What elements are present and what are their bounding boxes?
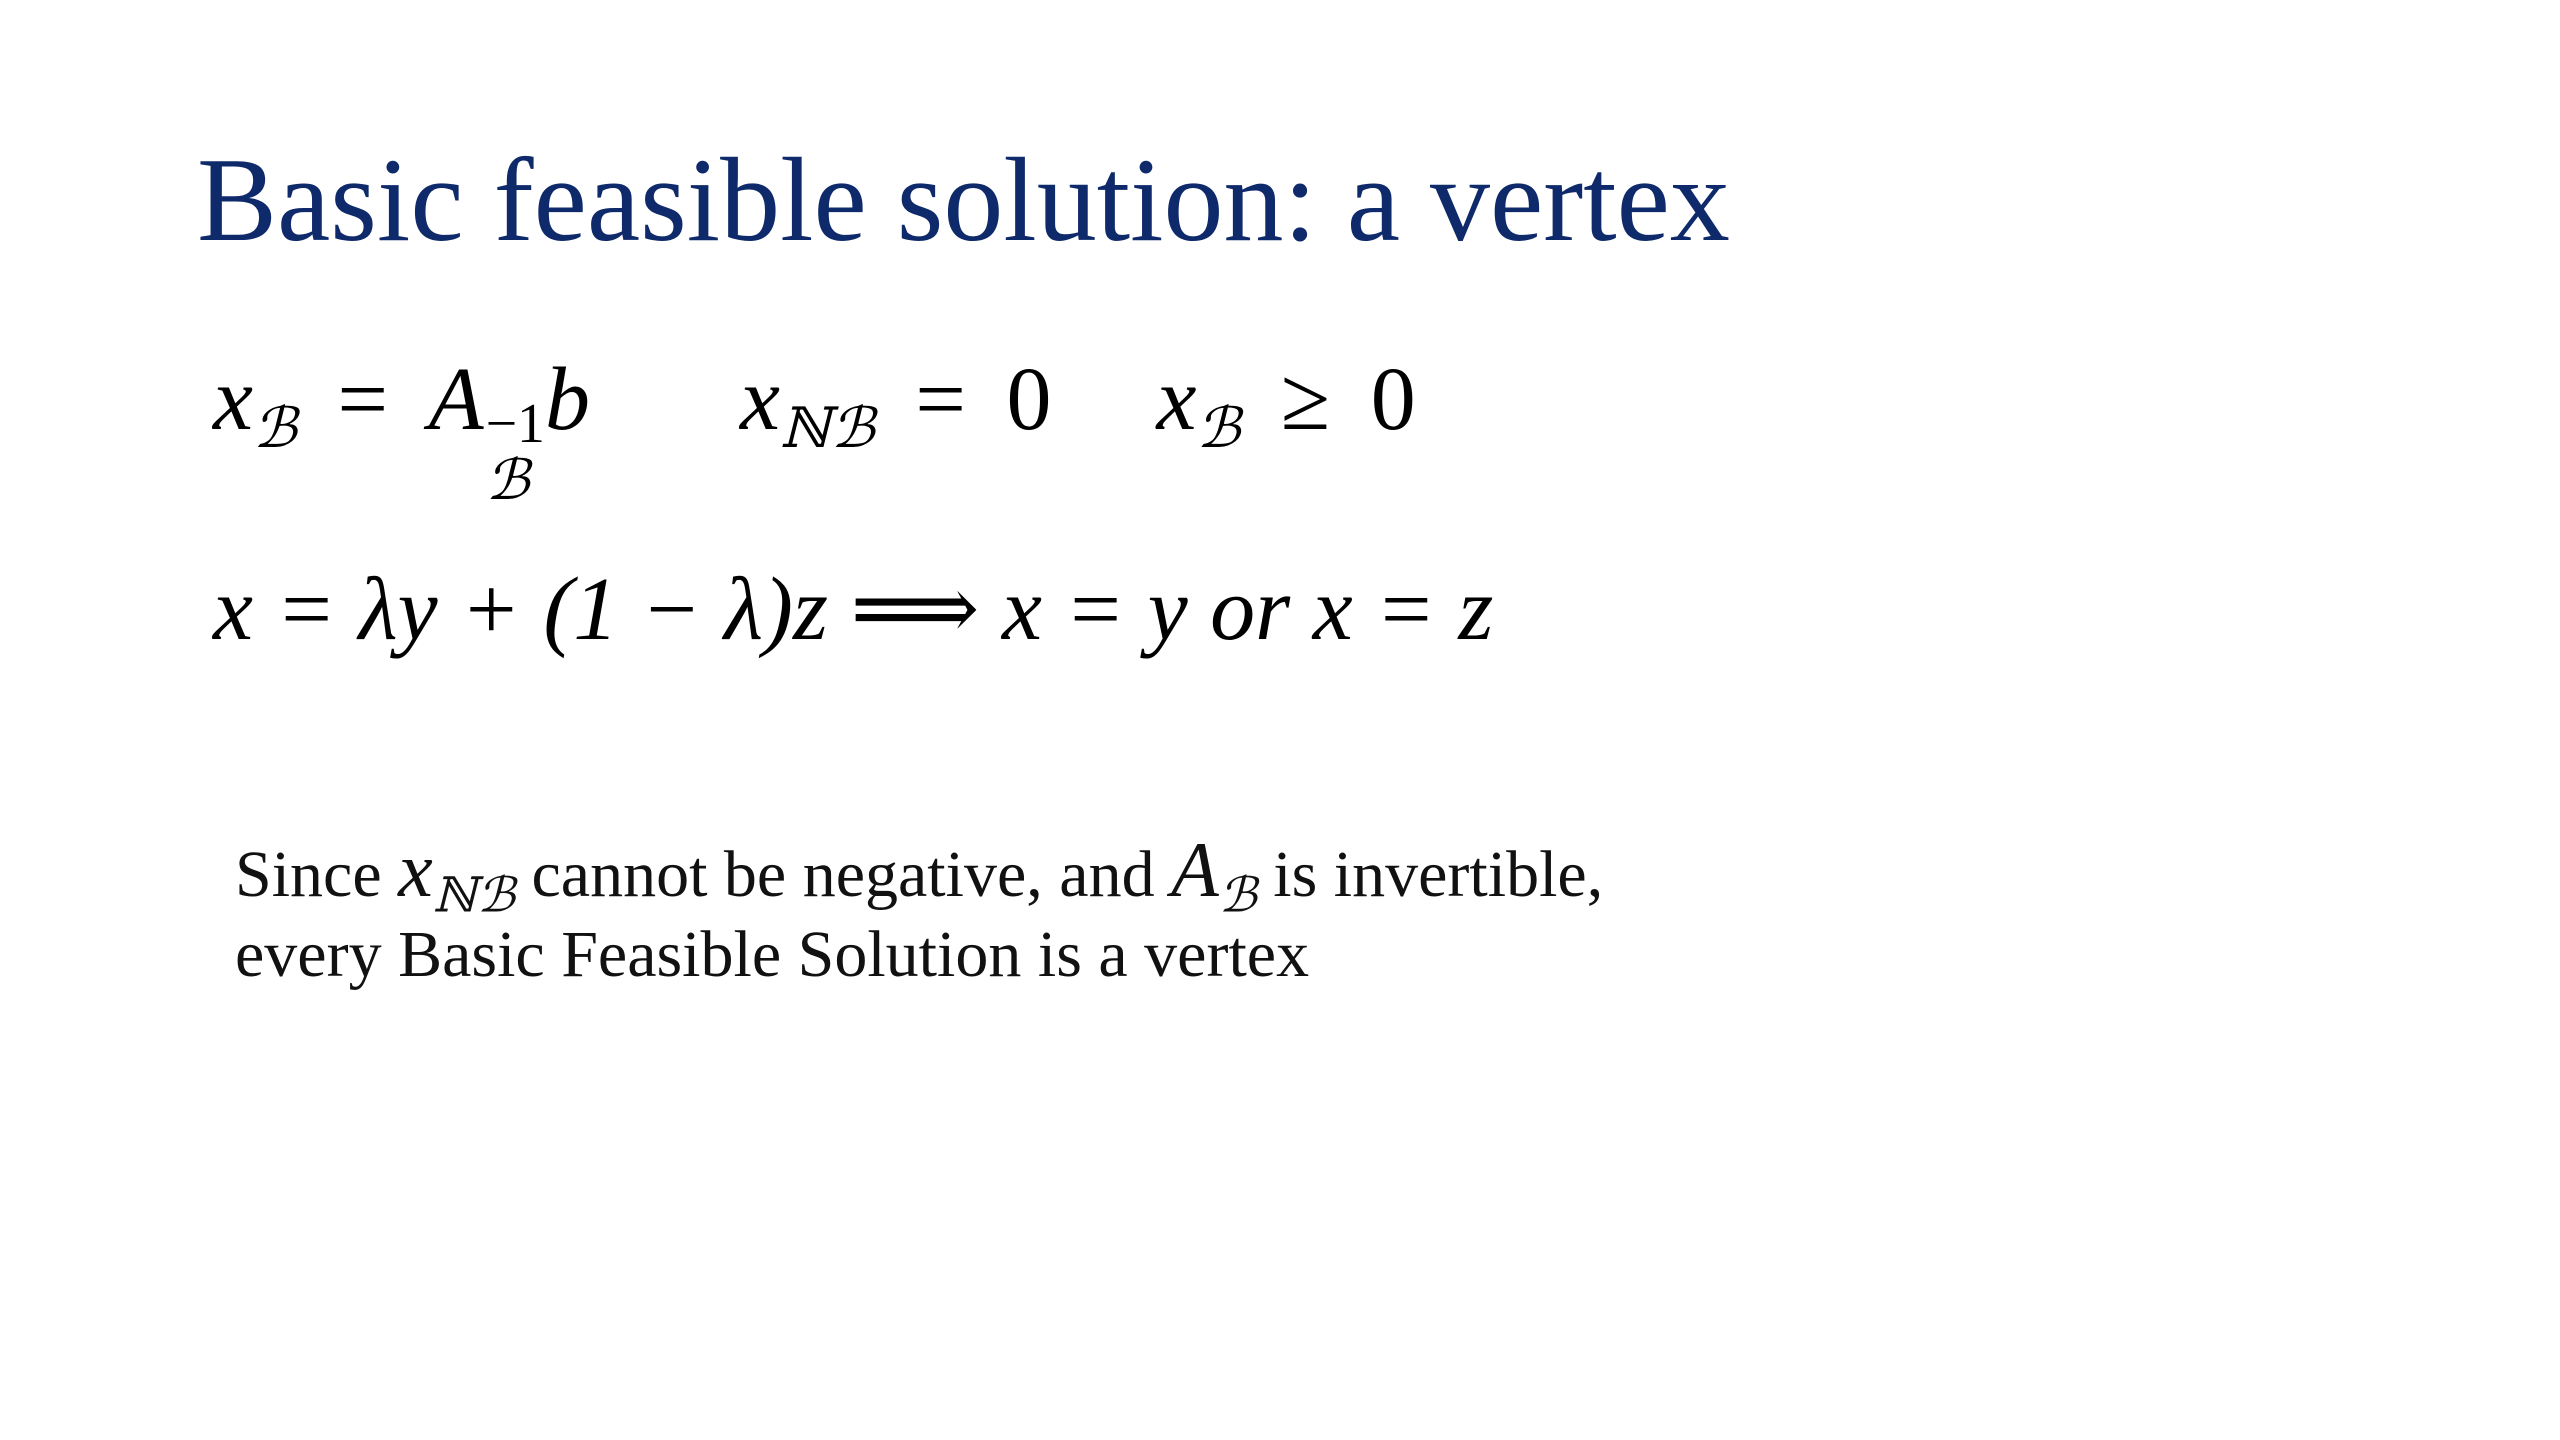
xnb-zero <box>739 350 1052 461</box>
end-text: is invertible, <box>1273 838 1604 911</box>
a-var: A <box>428 350 484 449</box>
xnb-sub: ℕℬ <box>779 395 875 461</box>
xnb-var: x <box>739 350 780 449</box>
a-sup: −1 <box>485 392 545 455</box>
xb-definition <box>213 350 590 513</box>
since-text: Since <box>235 838 382 911</box>
ab-inline: $A_ℬ$ <box>1171 826 1257 924</box>
slide-title: Basic feasible solution: a vertex <box>197 133 1730 266</box>
equals-sign: = <box>337 350 389 449</box>
middle-text: cannot be negative, and <box>531 838 1155 911</box>
zero: 0 <box>1370 350 1416 449</box>
zero: 0 <box>1006 350 1052 449</box>
a-subsup <box>485 392 545 513</box>
basic-solution-equations <box>213 350 1416 513</box>
xb-sub: ℬ <box>252 395 297 461</box>
explanation-line-1 <box>235 826 1604 924</box>
explanation-text <box>235 826 1604 995</box>
explanation-line-2: every Basic Feasible Solution is a vertex <box>235 918 1310 991</box>
xb-var: x <box>213 350 253 449</box>
convex-combination-equation: x = λy + (1 − λ)z ⟹ x = y or x = z <box>213 560 1494 659</box>
xb-var: x <box>1156 350 1197 449</box>
xb-nonneg <box>1156 350 1416 461</box>
a-sub: ℬ <box>485 447 530 513</box>
geq-sign: ≥ <box>1280 350 1331 449</box>
b-var: b <box>544 350 590 449</box>
equals-sign: = <box>915 350 967 449</box>
xb-sub: ℬ <box>1196 395 1241 461</box>
xnb-inline: $x_{ℕℬ}$ <box>398 826 515 924</box>
